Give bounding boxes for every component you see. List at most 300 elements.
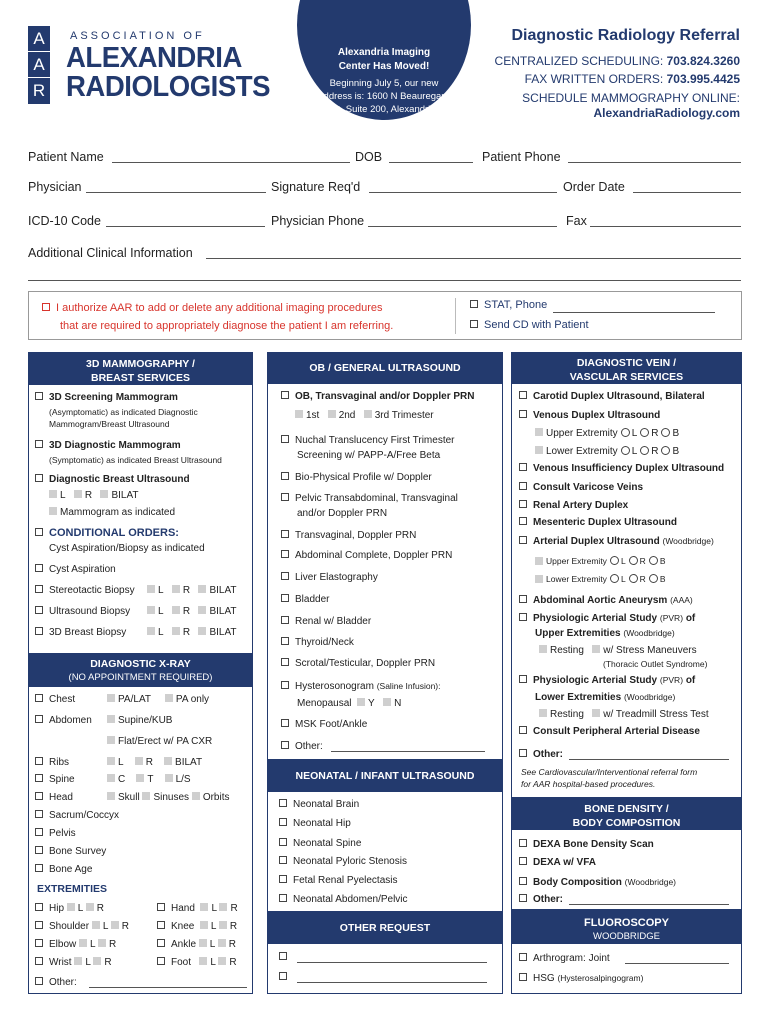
bladder-option[interactable] [281, 593, 329, 607]
checkbox[interactable] [35, 977, 43, 985]
stat-checkbox[interactable] [470, 300, 478, 308]
r-checkbox[interactable] [93, 957, 101, 965]
checkbox[interactable] [281, 637, 289, 645]
l-radio[interactable] [610, 556, 619, 565]
checkbox[interactable] [281, 493, 289, 501]
other-request-1[interactable] [279, 951, 293, 965]
checkbox[interactable] [519, 463, 527, 471]
l-checkbox[interactable] [147, 627, 155, 635]
bone-header-1: BONE DENSITY / [584, 803, 669, 815]
nuchal-option[interactable] [281, 434, 455, 448]
website-link[interactable]: AlexandriaRadiology.com [593, 106, 740, 120]
chest-option[interactable] [35, 693, 75, 707]
knee-label: Knee [171, 921, 195, 932]
checkbox[interactable] [519, 613, 527, 621]
varicose-label: Consult Varicose Veins [533, 482, 644, 493]
head-option[interactable] [35, 791, 73, 805]
us-other-field[interactable] [331, 751, 485, 752]
hsg-option[interactable] [519, 971, 643, 986]
patient-name-field[interactable] [112, 162, 350, 163]
no-label: N [394, 698, 402, 709]
orbits-checkbox[interactable] [192, 792, 200, 800]
woodbridge-note: (Woodbridge) [624, 877, 677, 887]
ankle-option[interactable] [157, 938, 236, 952]
bone-age-option[interactable] [35, 863, 92, 877]
r-checkbox[interactable] [135, 757, 143, 765]
checkbox[interactable] [35, 627, 43, 635]
elbow-option[interactable] [35, 938, 116, 952]
mammo-section-header [29, 353, 252, 385]
checkbox[interactable] [279, 856, 287, 864]
tv-label: Transvaginal, Doppler PRN [295, 530, 417, 541]
renal-option[interactable] [281, 615, 371, 629]
other-request-2[interactable] [279, 971, 293, 985]
head-views [107, 791, 230, 805]
paonly-checkbox[interactable] [165, 694, 173, 702]
checkbox[interactable] [281, 435, 289, 443]
checkbox[interactable] [279, 894, 287, 902]
pelvis-option[interactable] [35, 827, 76, 841]
trimester-options [295, 409, 434, 423]
r-radio[interactable] [640, 428, 649, 437]
xray-other-option[interactable] [35, 976, 77, 990]
vein-other-field[interactable] [569, 759, 729, 760]
usbx-sides [147, 605, 237, 619]
moved-body-1: Beginning July 5, our new [329, 78, 439, 89]
checkbox[interactable] [519, 857, 527, 865]
checkbox[interactable] [519, 536, 527, 544]
r-label: R [230, 903, 238, 914]
t-checkbox[interactable] [136, 774, 144, 782]
hand-option[interactable] [157, 902, 238, 916]
ls-checkbox[interactable] [165, 774, 173, 782]
l-checkbox[interactable] [200, 921, 208, 929]
third-label: 3rd Trimester [374, 410, 434, 421]
checkbox[interactable] [279, 875, 287, 883]
fluoro-header-1: FLUOROSCOPY [584, 917, 669, 929]
checkbox[interactable] [281, 658, 289, 666]
checkbox[interactable] [35, 392, 43, 400]
checkbox[interactable] [35, 528, 43, 536]
bilat-checkbox[interactable] [198, 606, 206, 614]
checkbox[interactable] [35, 694, 43, 702]
bone-other-option[interactable] [519, 893, 563, 907]
other-request-box [267, 944, 503, 994]
r-label: R [109, 939, 117, 950]
pvr-lower-option[interactable] [519, 673, 695, 688]
venous-option[interactable] [519, 409, 660, 423]
checkbox[interactable] [35, 921, 43, 929]
abdomen-option[interactable] [35, 714, 92, 728]
checkbox[interactable] [279, 818, 287, 826]
checkbox[interactable] [281, 391, 289, 399]
arthrogram-option[interactable] [519, 952, 610, 966]
l-radio[interactable] [621, 428, 630, 437]
moved-title-2: Center Has Moved! [338, 61, 430, 72]
wrist-option[interactable] [35, 956, 112, 970]
bilat-label: BILAT [209, 606, 237, 617]
varicose-option[interactable] [519, 481, 643, 495]
checkbox[interactable] [35, 864, 43, 872]
elasto-label: Liver Elastography [295, 572, 378, 583]
checkbox[interactable] [35, 810, 43, 818]
r-checkbox[interactable] [98, 939, 106, 947]
moved-announcement [297, 0, 471, 120]
spine-option[interactable] [35, 773, 75, 787]
foot-option[interactable] [157, 956, 237, 970]
ankle-label: Ankle [171, 939, 197, 950]
r-label: R [228, 939, 237, 950]
treadmill-checkbox[interactable] [592, 709, 600, 717]
renal-artery-option[interactable] [519, 499, 628, 513]
c-label: C [118, 774, 126, 785]
r-label: R [182, 606, 191, 617]
other-request-field-1[interactable] [297, 962, 487, 963]
c-checkbox[interactable] [107, 774, 115, 782]
third-checkbox[interactable] [364, 410, 372, 418]
b-radio[interactable] [661, 446, 670, 455]
checkbox[interactable] [519, 517, 527, 525]
r-checkbox[interactable] [111, 921, 119, 929]
l-checkbox[interactable] [147, 585, 155, 593]
other-label: Other: [49, 977, 77, 988]
stress-checkbox[interactable] [592, 645, 600, 653]
l-checkbox[interactable] [200, 903, 208, 911]
aaa-option[interactable] [519, 593, 693, 608]
bone-survey-option[interactable] [35, 845, 106, 859]
insufficiency-option[interactable] [519, 462, 724, 476]
skull-label: Skull [118, 792, 140, 803]
r-checkbox[interactable] [172, 606, 180, 614]
xray-other-field[interactable] [89, 987, 247, 988]
bone-other-field[interactable] [569, 904, 729, 905]
checkbox[interactable] [35, 474, 43, 482]
bone-header-2: BODY COMPOSITION [572, 817, 681, 829]
no-checkbox[interactable] [383, 698, 391, 706]
r-checkbox[interactable] [172, 627, 180, 635]
scheduling-phone[interactable]: 703.824.3260 [666, 54, 740, 68]
checkbox[interactable] [35, 846, 43, 854]
checkbox[interactable] [519, 500, 527, 508]
r-radio[interactable] [629, 556, 638, 565]
column-vascular [511, 352, 742, 994]
sacrum-option[interactable] [35, 809, 119, 823]
dexa-option[interactable] [519, 838, 654, 852]
lower-checkbox[interactable] [535, 575, 543, 583]
r-checkbox[interactable] [86, 903, 94, 911]
lower-checkbox[interactable] [535, 446, 543, 454]
checkbox[interactable] [107, 736, 115, 744]
msk-option[interactable] [281, 718, 367, 732]
checkbox[interactable] [519, 894, 527, 902]
moved-body-3: Street, Suite 200, Alexandria, VA [315, 104, 453, 115]
pvr-label: Physiologic Arterial Study [533, 613, 658, 624]
checkbox[interactable] [519, 877, 527, 885]
l-checkbox[interactable] [92, 921, 100, 929]
r-checkbox[interactable] [74, 490, 82, 498]
ribs-option[interactable] [35, 756, 69, 770]
breast-ultrasound-option[interactable] [35, 473, 190, 487]
checkbox[interactable] [35, 585, 43, 593]
pelvic-option[interactable] [281, 492, 458, 506]
order-date-field[interactable] [633, 192, 741, 193]
stereo-sides [147, 584, 237, 598]
r-label: R [104, 957, 112, 968]
checkbox[interactable] [281, 594, 289, 602]
checkbox[interactable] [281, 741, 289, 749]
dexa-vfa-option[interactable] [519, 856, 596, 870]
checkbox[interactable] [519, 391, 527, 399]
shoulder-option[interactable] [35, 920, 129, 934]
checkbox[interactable] [35, 757, 43, 765]
checkbox[interactable] [279, 838, 287, 846]
checkbox[interactable] [519, 482, 527, 490]
l-checkbox[interactable] [49, 490, 57, 498]
fax-number[interactable]: 703.995.4425 [666, 72, 740, 86]
checkbox[interactable] [281, 719, 289, 727]
bilat-label: BILAT [209, 585, 237, 596]
checkbox[interactable] [49, 507, 57, 515]
elasto-option[interactable] [281, 571, 378, 585]
b-label: B [659, 556, 666, 566]
checkbox[interactable] [281, 572, 289, 580]
venous-upper-row [535, 427, 679, 441]
resting-checkbox[interactable] [539, 645, 547, 653]
second-checkbox[interactable] [328, 410, 336, 418]
neo-spine-label: Neonatal Spine [293, 838, 362, 849]
thyroid-option[interactable] [281, 636, 354, 650]
us-other-option[interactable] [281, 740, 323, 754]
conditional-orders-option[interactable] [35, 526, 179, 540]
arthrogram-field[interactable] [625, 963, 729, 964]
neo-spine-option[interactable] [279, 837, 361, 851]
checkbox[interactable] [35, 957, 43, 965]
flat-erect-label: Flat/Erect w/ PA CXR [118, 736, 213, 747]
mesenteric-label: Mesenteric Duplex Ultrasound [533, 517, 677, 528]
scrotal-option[interactable] [281, 657, 435, 671]
fax-line [525, 72, 740, 86]
checkbox[interactable] [519, 410, 527, 418]
checkbox[interactable] [281, 472, 289, 480]
l-label: L [118, 757, 124, 768]
r-checkbox[interactable] [219, 903, 227, 911]
checkbox[interactable] [279, 972, 287, 980]
l-radio[interactable] [610, 574, 619, 583]
l-checkbox[interactable] [79, 939, 87, 947]
breast-ultrasound-label: Diagnostic Breast Ultrasound [49, 474, 190, 485]
authorize-checkbox[interactable] [42, 303, 50, 311]
hystero-label: Hysterosonogram [295, 681, 374, 692]
resting-checkbox[interactable] [539, 709, 547, 717]
checkbox[interactable] [35, 939, 43, 947]
neo-abd-option[interactable] [279, 893, 408, 907]
mammo-indicated-option[interactable] [49, 506, 175, 520]
sinuses-checkbox[interactable] [142, 792, 150, 800]
abd-label: Abdominal Complete, Doppler PRN [295, 550, 453, 561]
bpp-option[interactable] [281, 471, 432, 485]
checkbox[interactable] [35, 792, 43, 800]
l-checkbox[interactable] [199, 957, 207, 965]
b-label: B [659, 574, 666, 584]
fax-label: FAX WRITTEN ORDERS: [524, 72, 664, 86]
checkbox[interactable] [35, 440, 43, 448]
stereotactic-option[interactable] [35, 584, 135, 598]
checkbox[interactable] [107, 715, 115, 723]
l-checkbox[interactable] [147, 606, 155, 614]
mesenteric-option[interactable] [519, 516, 677, 530]
bone-section-header [511, 798, 742, 830]
bilat-checkbox[interactable] [100, 490, 108, 498]
l-checkbox[interactable] [74, 957, 82, 965]
pvr-upper-option[interactable] [519, 611, 695, 626]
signature-field[interactable] [369, 192, 557, 193]
l-label: L [90, 939, 96, 950]
checkbox[interactable] [519, 953, 527, 961]
fax-field[interactable] [590, 226, 741, 227]
abd-option[interactable] [281, 549, 452, 563]
checkbox[interactable] [281, 550, 289, 558]
dob-field[interactable] [389, 162, 473, 163]
form-title: Diagnostic Radiology Referral [511, 27, 740, 44]
additional-info-field-line2[interactable] [28, 280, 741, 281]
patient-name-label: Patient Name [28, 150, 104, 164]
b-radio[interactable] [649, 556, 658, 565]
arterial-option[interactable] [519, 534, 714, 549]
l-radio[interactable] [621, 446, 630, 455]
first-checkbox[interactable] [295, 410, 303, 418]
stat-phone-field[interactable] [553, 312, 715, 313]
diagnostic-mammogram-option[interactable] [35, 439, 181, 453]
body-comp-label: Body Composition [533, 877, 622, 888]
physician-phone-field[interactable] [368, 226, 557, 227]
arterial-label: Arterial Duplex Ultrasound [533, 536, 660, 547]
bilat-checkbox[interactable] [198, 627, 206, 635]
cyst-aspiration-label: Cyst Aspiration [49, 564, 116, 575]
checkbox[interactable] [519, 675, 527, 683]
checkbox[interactable] [519, 595, 527, 603]
carotid-label: Carotid Duplex Ultrasound, Bilateral [533, 391, 705, 402]
knee-option[interactable] [157, 920, 237, 934]
l-checkbox[interactable] [67, 903, 75, 911]
arterial-lower-row [535, 572, 665, 586]
send-cd-label: Send CD with Patient [484, 319, 589, 331]
b-radio[interactable] [649, 574, 658, 583]
us-biopsy-option[interactable] [35, 605, 130, 619]
checkbox[interactable] [35, 903, 43, 911]
neo-pyloric-option[interactable] [279, 855, 407, 869]
menopausal-label: Menopausal [297, 698, 352, 709]
r-radio[interactable] [640, 446, 649, 455]
other-label: Other: [533, 749, 563, 760]
yes-checkbox[interactable] [357, 698, 365, 706]
checkbox[interactable] [519, 726, 527, 734]
thyroid-label: Thyroid/Neck [295, 637, 354, 648]
neo-hip-option[interactable] [279, 817, 351, 831]
upper-checkbox[interactable] [535, 557, 543, 565]
r-label: R [229, 921, 238, 932]
physician-field[interactable] [86, 192, 266, 193]
l-label: L [158, 585, 164, 596]
supine-option[interactable] [107, 714, 172, 728]
body-comp-option[interactable] [519, 875, 676, 890]
b-label: B [672, 428, 680, 439]
checkbox[interactable] [281, 681, 289, 689]
msk-label: MSK Foot/Ankle [295, 719, 368, 730]
l-checkbox[interactable] [107, 757, 115, 765]
r-checkbox[interactable] [172, 585, 180, 593]
stat-label: STAT, Phone [484, 299, 548, 311]
flat-erect-option[interactable] [107, 735, 212, 749]
hip-option[interactable] [35, 902, 104, 916]
cyst-aspiration-option[interactable] [35, 563, 116, 577]
bilat-checkbox[interactable] [198, 585, 206, 593]
checkbox[interactable] [519, 839, 527, 847]
r-radio[interactable] [629, 574, 638, 583]
r-checkbox[interactable] [218, 939, 226, 947]
checkbox[interactable] [281, 530, 289, 538]
checkbox[interactable] [157, 903, 165, 911]
r-checkbox[interactable] [219, 921, 227, 929]
tv-option[interactable] [281, 529, 416, 543]
fetal-renal-option[interactable] [279, 874, 398, 888]
checkbox[interactable] [279, 799, 287, 807]
send-cd-checkbox[interactable] [470, 320, 478, 328]
diagnostic-mammogram-label: 3D Diagnostic Mammogram [49, 440, 181, 451]
checkbox[interactable] [35, 606, 43, 614]
icd-field[interactable] [106, 226, 265, 227]
carotid-option[interactable] [519, 390, 705, 404]
r-checkbox[interactable] [218, 957, 226, 965]
other-request-field-2[interactable] [297, 982, 487, 983]
checkbox[interactable] [157, 921, 165, 929]
checkbox[interactable] [35, 774, 43, 782]
tos-note: (Thoracic Outlet Syndrome) [603, 659, 708, 669]
sacrum-label: Sacrum/Coccyx [49, 810, 120, 821]
bilat-checkbox[interactable] [164, 757, 172, 765]
supine-label: Supine/KUB [118, 715, 173, 726]
ob-option[interactable] [281, 390, 474, 404]
palat-checkbox[interactable] [107, 694, 115, 702]
vein-other-option[interactable] [519, 748, 563, 762]
yes-label: Y [368, 698, 375, 709]
l-checkbox[interactable] [199, 939, 207, 947]
checkbox[interactable] [35, 828, 43, 836]
checkbox[interactable] [157, 939, 165, 947]
hystero-option[interactable] [281, 679, 441, 694]
pad-option[interactable] [519, 725, 700, 739]
checkbox[interactable] [279, 952, 287, 960]
moved-title-1: Alexandria Imaging [337, 47, 431, 58]
b-radio[interactable] [661, 428, 670, 437]
screening-mammogram-option[interactable] [35, 391, 178, 405]
checkbox[interactable] [157, 957, 165, 965]
r-label: R [182, 585, 191, 596]
of-label: of [685, 675, 696, 686]
upper-checkbox[interactable] [535, 428, 543, 436]
checkbox[interactable] [35, 715, 43, 723]
patient-phone-field[interactable] [568, 162, 741, 163]
checkbox[interactable] [35, 564, 43, 572]
additional-info-field[interactable] [206, 258, 741, 259]
treadmill-label: w/ Treadmill Stress Test [603, 709, 709, 720]
neo-brain-option[interactable] [279, 798, 359, 812]
checkbox[interactable] [281, 616, 289, 624]
checkbox[interactable] [519, 749, 527, 757]
upper-label: Upper Extremity [546, 428, 618, 439]
3d-biopsy-option[interactable] [35, 626, 126, 640]
skull-checkbox[interactable] [107, 792, 115, 800]
checkbox[interactable] [519, 973, 527, 981]
